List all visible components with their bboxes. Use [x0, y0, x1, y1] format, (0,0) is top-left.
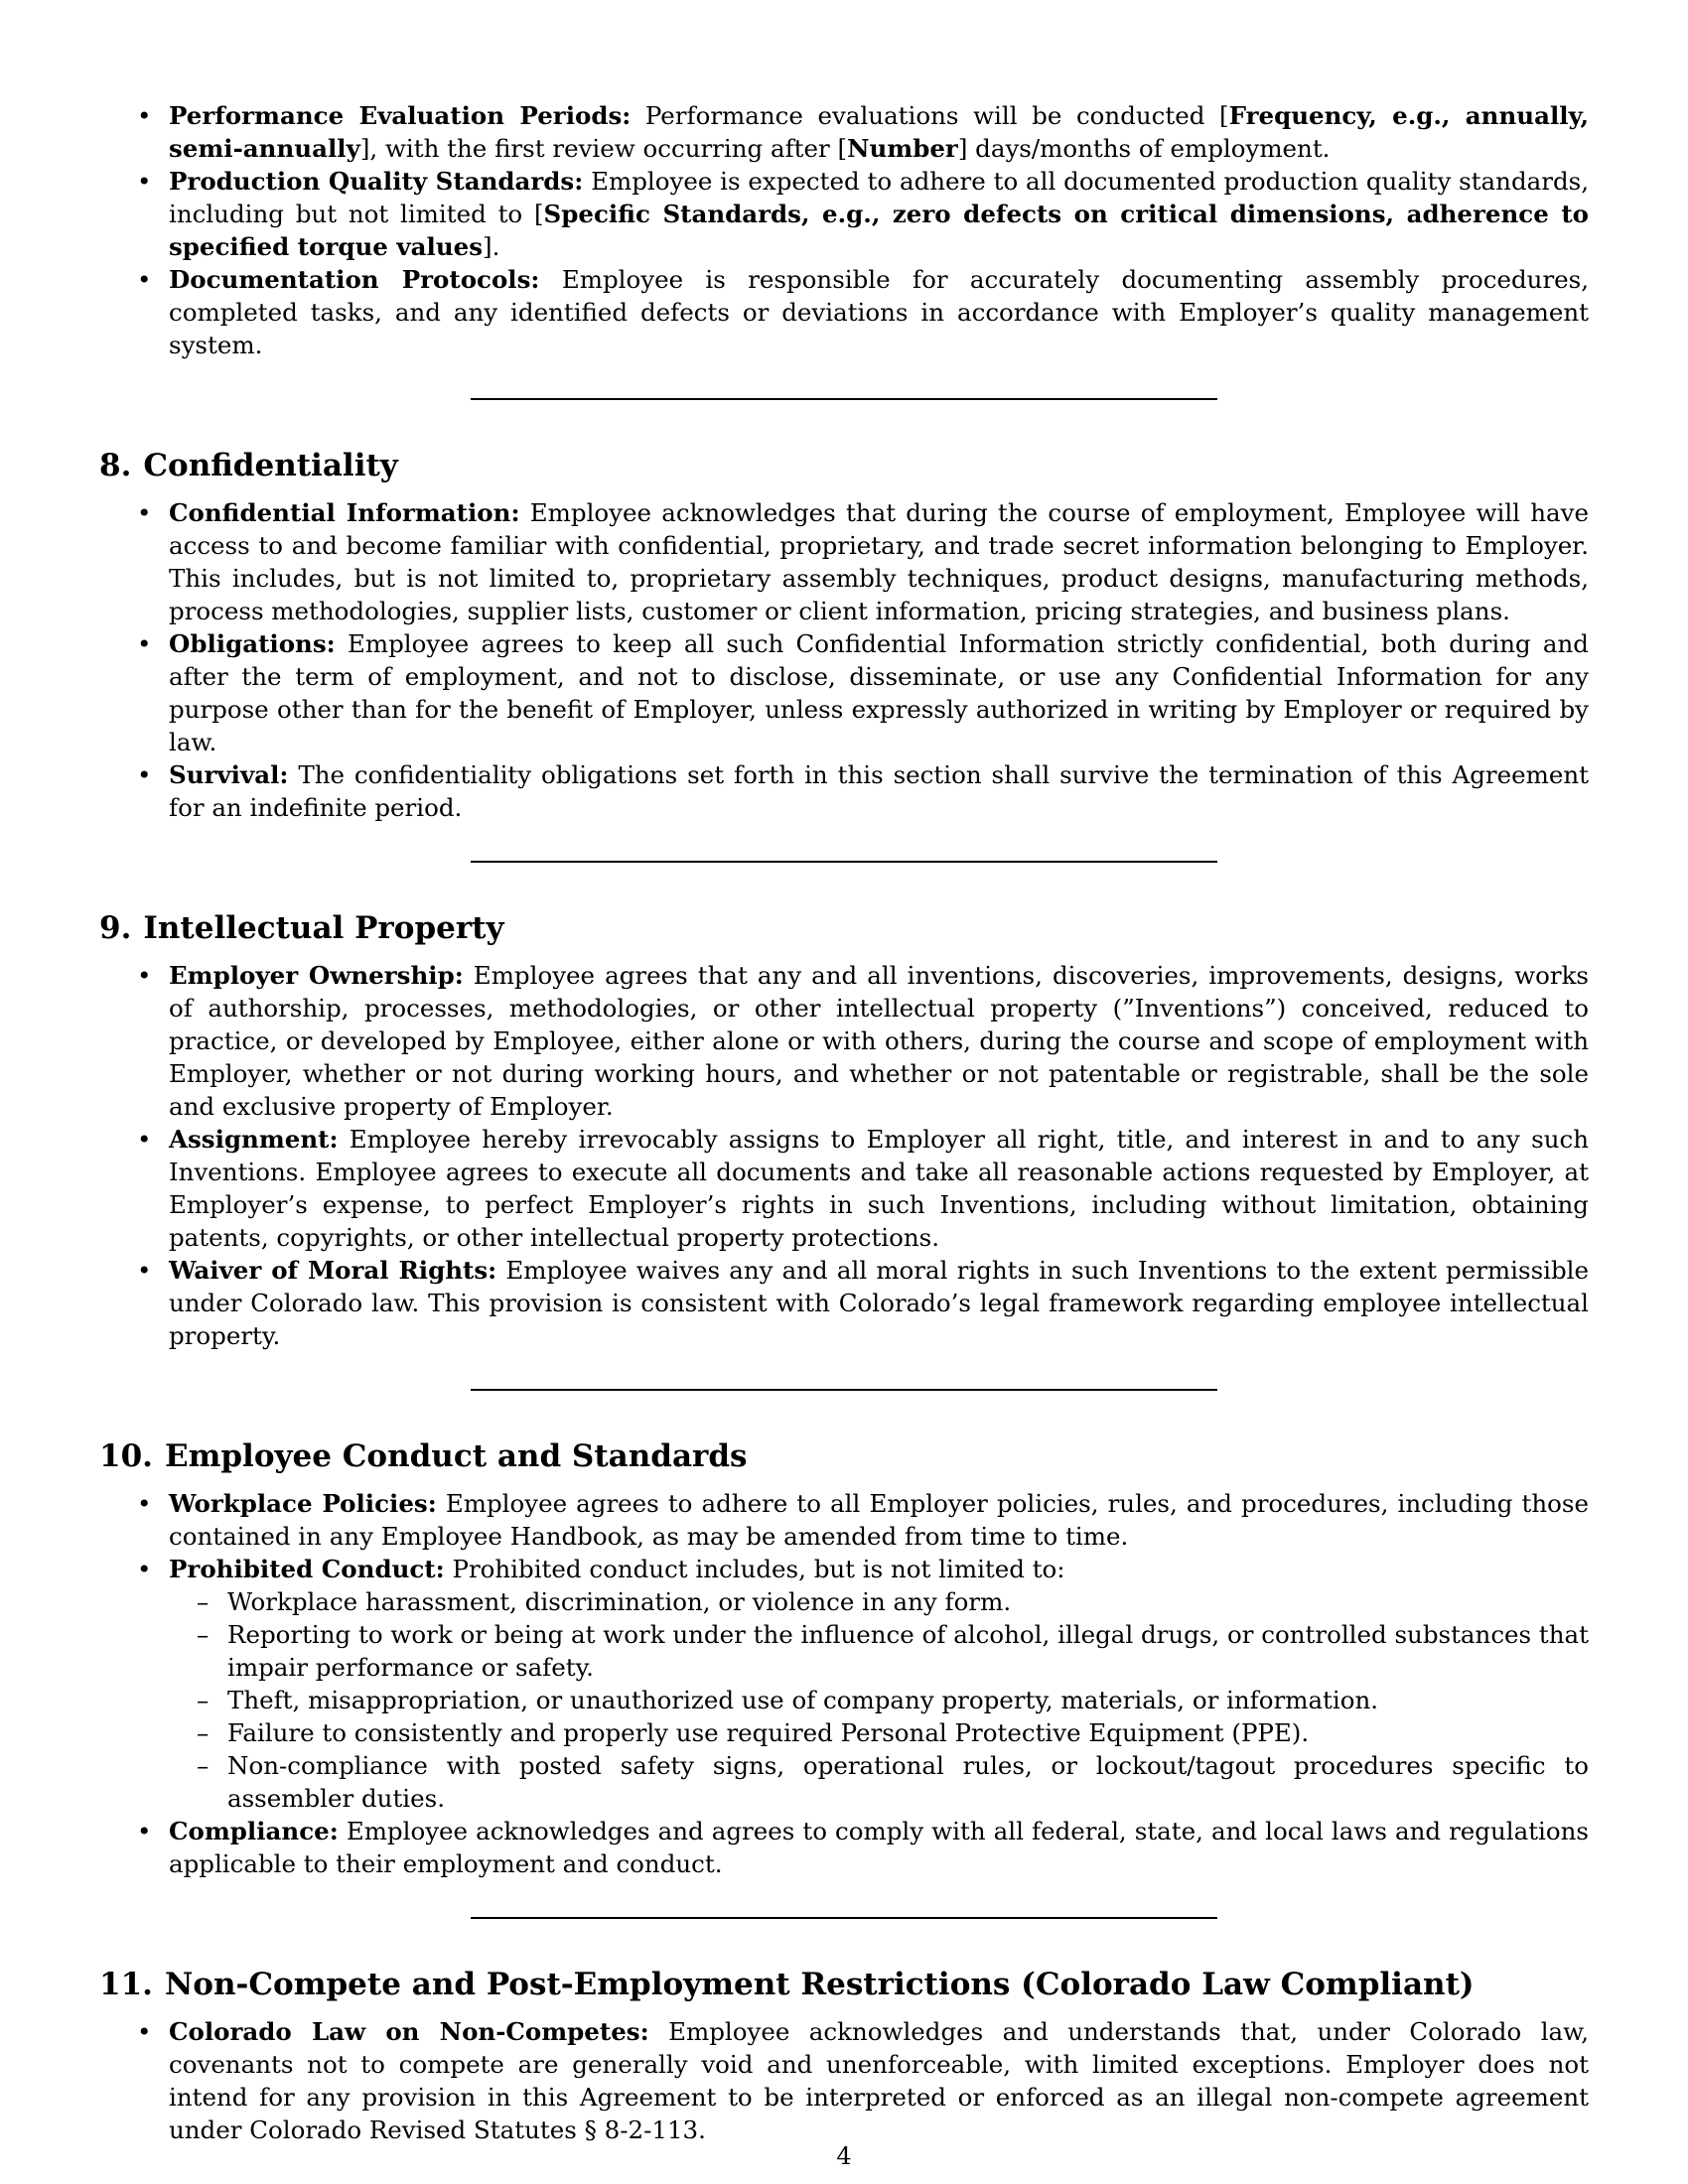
section-divider — [471, 1389, 1217, 1391]
sub-list-item: – Theft, misappropriation, or unauthorized use of company property, materials, or information. — [169, 1684, 1589, 1716]
non-compete-list — [99, 2015, 1589, 2146]
list-item: • Survival: The confidentiality obligations set forth in this section shall survive the termination of this Agreement for an indefinite period. — [99, 758, 1589, 824]
item-label: Workplace Policies: — [169, 1489, 437, 1518]
list-item: • Compliance: Employee acknowledges and agrees to comply with all federal, state, and local laws and regulations applicable to their employment and conduct. — [99, 1815, 1589, 1880]
item-label: Documentation Protocols: — [169, 265, 540, 294]
item-label: Production Quality Standards: — [169, 167, 584, 196]
list-item: • Workplace Policies: Employee agrees to adhere to all Employer policies, rules, and procedures, including those contained in any Employee Handbook, as may be amended from time to time. — [99, 1487, 1589, 1553]
prohibited-conduct-sublist — [169, 1585, 1589, 1815]
item-label: Obligations: — [169, 629, 336, 658]
conduct-list — [99, 1487, 1589, 1880]
item-label: Survival: — [169, 760, 289, 789]
list-item: • Assignment: Employee hereby irrevocably assigns to Employer all right, title, and interest in and to any such Inventions. Employee agrees to execute all documents and take all reasonable actions requested by Employer, at Employer’s expense, to perfect Employer’s rights in such Inventions, including without limitation, obtaining patents, copyrights, or other intellectual property protections. — [99, 1123, 1589, 1254]
item-label: Assignment: — [169, 1125, 339, 1154]
section-heading: 9. Intellectual Property — [99, 910, 504, 946]
sub-list-item: – Workplace harassment, discrimination, or violence in any form. — [169, 1585, 1589, 1618]
list-item: • Waiver of Moral Rights: Employee waives any and all moral rights in such Inventions to the extent permissible under Colorado law. This provision is consistent with Colorado’s legal framework regarding employee intellectual property. — [99, 1254, 1589, 1352]
list-item: • Documentation Protocols: Employee is responsible for accurately documenting assembly procedures, completed tasks, and any identified defects or deviations in accordance with Employer’s quality management system. — [99, 263, 1589, 361]
quality-list — [99, 99, 1589, 361]
list-item: • Obligations: Employee agrees to keep all such Confidential Information strictly confidential, both during and after the term of employment, and not to disclose, disseminate, or use any Confidential Information for any purpose other than for the benefit of Employer, unless expressly authorized in writing by Employer or required by law. — [99, 627, 1589, 758]
item-label: Prohibited Conduct: — [169, 1555, 445, 1583]
list-item: • Employer Ownership: Employee agrees that any and all inventions, discoveries, improvements, designs, works of authorship, processes, methodologies, or other intellectual property (”Inventions”) conceived, reduced to practice, or developed by Employee, either alone or with others, during the course and scope of employment with Employer, whether or not during working hours, and whether or not patentable or registrable, shall be the sole and exclusive property of Employer. — [99, 959, 1589, 1123]
confidentiality-list — [99, 496, 1589, 824]
section-heading: 11. Non-Compete and Post-Employment Restrictions (Colorado Law Compliant) — [99, 1967, 1475, 2002]
sub-list-item: – Failure to consistently and properly use required Personal Protective Equipment (PPE). — [169, 1716, 1589, 1749]
item-label: Employer Ownership: — [169, 961, 464, 990]
item-label: Confidential Information: — [169, 498, 520, 527]
sub-list-item: – Non-compliance with posted safety signs, operational rules, or lockout/tagout procedures specific to assembler duties. — [169, 1749, 1589, 1815]
list-item: • Production Quality Standards: Employee is expected to adhere to all documented production quality standards, including but not limited to [Specific Standards, e.g., zero defects on critical dimensions, adherence to specified torque values]. — [99, 165, 1589, 263]
page-number: 4 — [836, 2142, 852, 2170]
list-item: • Prohibited Conduct: Prohibited conduct includes, but is not limited to: – Workplace harassment, discrimination, or violence in any form. – Reporting to work or being at work under the influence of alcohol, illegal drugs, or controlled substances that impair performance or safety. – Theft, misappropriation, or unauthorized use of company property, materials, or information. – Failure to consistently and properly use required Personal Protective Equipment (PPE). – Non-compliance with posted safety signs, operational rules, or lockout/tagout procedures specific to assembler duties. — [99, 1553, 1589, 1815]
item-label: Waiver of Moral Rights: — [169, 1256, 497, 1285]
list-item: • Confidential Information: Employee acknowledges that during the course of employment, Employee will have access to and become familiar with confidential, proprietary, and trade secret information belonging to Employer. This includes, but is not limited to, proprietary assembly techniques, product designs, manufacturing methods, process methodologies, supplier lists, customer or client information, pricing strategies, and business plans. — [99, 496, 1589, 627]
section-divider — [471, 861, 1217, 863]
sub-list-item: – Reporting to work or being at work under the influence of alcohol, illegal drugs, or controlled substances that impair performance or safety. — [169, 1618, 1589, 1684]
item-label: Colorado Law on Non-Competes: — [169, 2017, 649, 2046]
list-item: • Performance Evaluation Periods: Performance evaluations will be conducted [Frequency, e.g., annually, semi-annually], with the first review occurring after [Number] days/months of employment. — [99, 99, 1589, 165]
item-label: Performance Evaluation Periods: — [169, 101, 632, 130]
section-divider — [471, 1917, 1217, 1919]
intellectual-property-list — [99, 959, 1589, 1352]
item-label: Compliance: — [169, 1817, 339, 1845]
list-item: • Colorado Law on Non-Competes: Employee acknowledges and understands that, under Colorado law, covenants not to compete are generally void and unenforceable, with limited exceptions. Employer does not intend for any provision in this Agreement to be interpreted or enforced as an illegal non-compete agreement under Colorado Revised Statutes § 8-2-113. — [99, 2015, 1589, 2146]
section-heading: 8. Confidentiality — [99, 448, 398, 483]
section-heading: 10. Employee Conduct and Standards — [99, 1438, 748, 1474]
section-divider — [471, 398, 1217, 400]
